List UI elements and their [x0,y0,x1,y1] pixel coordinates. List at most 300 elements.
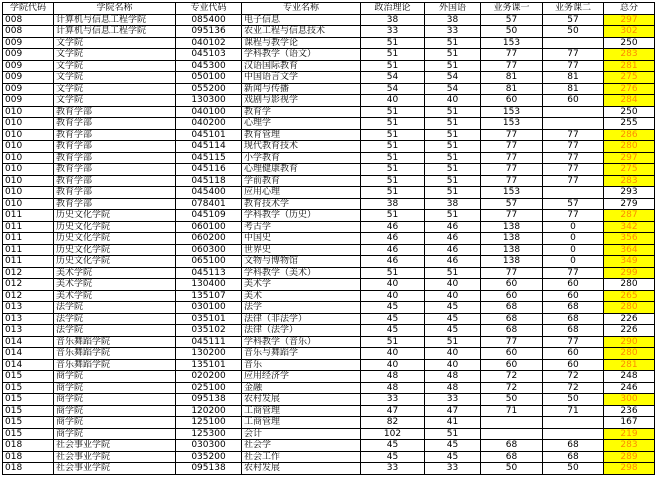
cell-subject-two: 50 [543,463,604,475]
cell-subject-two: 77 [543,60,604,72]
cell-total-score: 287 [604,210,655,222]
cell-total-score: 302 [604,26,655,38]
table-row [3,256,655,268]
cell-total-score: 297 [604,14,655,26]
cell-subject-two [543,37,604,49]
cell-subject-two: 77 [543,141,604,153]
cell-major-code: 035200 [176,451,242,463]
cell-subject-one: 68 [481,451,543,463]
cell-major-name: 学前教育 [242,175,361,187]
header-subject-two: 业务课二 [543,3,604,15]
cell-subject-two: 0 [543,221,604,233]
cell-foreign-language: 51 [425,37,481,49]
cell-politics: 51 [361,37,425,49]
cell-major-name: 农村发展 [242,463,361,475]
cell-major-name: 学科教学（美术） [242,267,361,279]
cell-major-code: 045111 [176,336,242,348]
cell-college-name: 商学院 [54,405,176,417]
cell-major-name: 电子信息 [242,14,361,26]
cell-major-name: 学科教学（音乐） [242,336,361,348]
cell-college-name: 教育学部 [54,106,176,118]
cell-subject-one: 77 [481,60,543,72]
cell-politics: 38 [361,198,425,210]
cell-total-score: 236 [604,405,655,417]
cell-subject-one: 72 [481,371,543,383]
cell-total-score: 246 [604,382,655,394]
table-row [3,141,655,153]
table-row [3,371,655,383]
cell-college-name: 社会事业学院 [54,451,176,463]
cell-politics: 51 [361,60,425,72]
cell-major-name: 工商管理 [242,405,361,417]
cell-college-name: 教育学部 [54,198,176,210]
cell-politics: 45 [361,440,425,452]
cell-major-code: 060200 [176,233,242,245]
cell-foreign-language: 33 [425,394,481,406]
cell-major-code: 095136 [176,26,242,38]
cell-foreign-language: 45 [425,302,481,314]
cell-major-name: 法学 [242,302,361,314]
cell-college-code: 018 [3,451,54,463]
cell-college-code: 015 [3,428,54,440]
table-row [3,451,655,463]
cell-politics: 45 [361,313,425,325]
cell-subject-one: 77 [481,267,543,279]
cell-college-code: 009 [3,37,54,49]
cell-college-name: 计算机与信息工程学院 [54,14,176,26]
cell-college-name: 教育学部 [54,187,176,199]
cell-college-name: 法学院 [54,325,176,337]
cell-total-score: 275 [604,72,655,84]
cell-total-score: 279 [604,198,655,210]
cell-college-code: 010 [3,187,54,199]
table-row [3,83,655,95]
cell-foreign-language: 45 [425,313,481,325]
cell-politics: 51 [361,187,425,199]
cell-foreign-language: 51 [425,106,481,118]
cell-major-name: 农村发展 [242,394,361,406]
cell-politics: 40 [361,95,425,107]
table-row [3,382,655,394]
cell-major-code: 060100 [176,221,242,233]
cell-major-name: 汉语国际教育 [242,60,361,72]
table-row [3,175,655,187]
cell-subject-one: 81 [481,83,543,95]
cell-major-name: 学科教学（历史） [242,210,361,222]
cell-politics: 54 [361,72,425,84]
cell-subject-two: 77 [543,49,604,61]
cell-subject-two [543,428,604,440]
cell-major-code: 040200 [176,118,242,130]
cell-college-name: 商学院 [54,382,176,394]
cell-college-code: 009 [3,83,54,95]
cell-total-score: 349 [604,256,655,268]
table-header-row [3,3,655,15]
cell-major-name: 音乐 [242,359,361,371]
cell-subject-one: 77 [481,336,543,348]
cell-subject-two: 72 [543,382,604,394]
cell-subject-two: 81 [543,72,604,84]
cell-subject-one: 138 [481,256,543,268]
cell-major-name: 中国史 [242,233,361,245]
cell-total-score: 226 [604,313,655,325]
table-row [3,187,655,199]
cell-major-code: 060300 [176,244,242,256]
cell-college-code: 011 [3,233,54,245]
cell-college-name: 文学院 [54,49,176,61]
cell-subject-one: 153 [481,106,543,118]
cell-total-score: 290 [604,336,655,348]
cell-foreign-language: 51 [425,210,481,222]
cell-subject-one: 72 [481,382,543,394]
cell-total-score: 356 [604,233,655,245]
cell-major-name: 会计 [242,428,361,440]
cell-subject-two: 68 [543,440,604,452]
score-table-container [2,2,655,475]
cell-politics: 51 [361,141,425,153]
cell-foreign-language: 54 [425,72,481,84]
cell-subject-one: 153 [481,187,543,199]
cell-total-score: 283 [604,175,655,187]
cell-college-code: 013 [3,325,54,337]
cell-politics: 102 [361,428,425,440]
cell-college-name: 教育学部 [54,129,176,141]
cell-college-name: 历史文化学院 [54,233,176,245]
cell-total-score: 280 [604,348,655,360]
table-body [3,14,655,474]
cell-foreign-language: 51 [425,60,481,72]
cell-major-name: 心理学 [242,118,361,130]
cell-major-code: 055200 [176,83,242,95]
cell-major-code: 035102 [176,325,242,337]
cell-college-code: 010 [3,198,54,210]
cell-major-name: 教育学 [242,106,361,118]
cell-college-name: 历史文化学院 [54,244,176,256]
cell-major-code: 025100 [176,382,242,394]
table-row [3,198,655,210]
cell-major-name: 音乐与舞蹈学 [242,348,361,360]
cell-college-name: 社会事业学院 [54,440,176,452]
cell-total-score: 293 [604,187,655,199]
cell-college-name: 美术学院 [54,267,176,279]
cell-foreign-language: 40 [425,95,481,107]
cell-college-name: 历史文化学院 [54,256,176,268]
cell-college-code: 015 [3,394,54,406]
cell-major-name: 农业工程与信息技术 [242,26,361,38]
cell-subject-two: 77 [543,210,604,222]
table-row [3,37,655,49]
cell-major-name: 应用经济学 [242,371,361,383]
cell-college-code: 010 [3,164,54,176]
cell-subject-one: 77 [481,164,543,176]
cell-subject-two: 72 [543,371,604,383]
cell-subject-two: 0 [543,256,604,268]
cell-college-code: 015 [3,417,54,429]
cell-college-code: 012 [3,279,54,291]
cell-politics: 51 [361,267,425,279]
cell-subject-one: 77 [481,152,543,164]
cell-college-code: 010 [3,152,54,164]
cell-subject-two: 68 [543,302,604,314]
header-total-score: 总分 [604,3,655,15]
cell-subject-one: 138 [481,233,543,245]
cell-subject-one: 81 [481,72,543,84]
cell-foreign-language: 33 [425,463,481,475]
cell-major-code: 040102 [176,37,242,49]
cell-foreign-language: 40 [425,359,481,371]
cell-foreign-language: 54 [425,83,481,95]
cell-college-name: 音乐舞蹈学院 [54,336,176,348]
cell-college-name: 美术学院 [54,290,176,302]
cell-subject-one: 57 [481,198,543,210]
cell-subject-one: 68 [481,302,543,314]
cell-major-code: 135101 [176,359,242,371]
cell-foreign-language: 51 [425,175,481,187]
cell-college-code: 009 [3,60,54,72]
cell-politics: 51 [361,336,425,348]
table-row [3,394,655,406]
cell-major-code: 085400 [176,14,242,26]
cell-politics: 46 [361,221,425,233]
cell-foreign-language: 41 [425,417,481,429]
cell-major-name: 教育技术学 [242,198,361,210]
cell-subject-one: 50 [481,463,543,475]
cell-total-score: 280 [604,302,655,314]
cell-major-name: 工商管理 [242,417,361,429]
cell-major-code: 045118 [176,175,242,187]
table-row [3,129,655,141]
cell-major-code: 020200 [176,371,242,383]
cell-major-name: 文物与博物馆 [242,256,361,268]
cell-college-name: 教育学部 [54,175,176,187]
header-foreign-language: 外国语 [425,3,481,15]
cell-foreign-language: 40 [425,290,481,302]
table-row [3,233,655,245]
cell-major-name: 戏剧与影视学 [242,95,361,107]
table-row [3,221,655,233]
cell-subject-one [481,428,543,440]
cell-foreign-language: 40 [425,348,481,360]
cell-subject-one: 57 [481,14,543,26]
cell-subject-two: 0 [543,244,604,256]
table-row [3,72,655,84]
cell-foreign-language: 45 [425,325,481,337]
cell-subject-two: 77 [543,267,604,279]
table-row [3,60,655,72]
table-row [3,417,655,429]
table-row [3,14,655,26]
cell-college-code: 015 [3,371,54,383]
table-row [3,325,655,337]
cell-major-name: 世界史 [242,244,361,256]
cell-politics: 40 [361,359,425,371]
cell-college-code: 014 [3,336,54,348]
table-row [3,336,655,348]
cell-politics: 82 [361,417,425,429]
cell-major-name: 法律（非法学） [242,313,361,325]
cell-subject-two: 68 [543,325,604,337]
cell-major-code: 045116 [176,164,242,176]
cell-total-score: 297 [604,152,655,164]
cell-college-code: 012 [3,290,54,302]
cell-major-code: 130400 [176,279,242,291]
cell-college-name: 社会事业学院 [54,463,176,475]
cell-total-score: 280 [604,279,655,291]
cell-foreign-language: 51 [425,49,481,61]
cell-college-code: 009 [3,72,54,84]
cell-major-code: 130300 [176,95,242,107]
cell-foreign-language: 38 [425,198,481,210]
cell-foreign-language: 51 [425,336,481,348]
header-college-name: 学院名称 [54,3,176,15]
cell-subject-two: 57 [543,14,604,26]
cell-foreign-language: 51 [425,141,481,153]
cell-major-code: 125300 [176,428,242,440]
cell-major-name: 中国语言文学 [242,72,361,84]
cell-major-code: 045101 [176,129,242,141]
cell-major-name: 金融 [242,382,361,394]
cell-major-name: 小学教育 [242,152,361,164]
cell-college-code: 015 [3,405,54,417]
cell-foreign-language: 47 [425,405,481,417]
cell-college-code: 008 [3,26,54,38]
cell-major-code: 095138 [176,394,242,406]
cell-college-name: 计算机与信息工程学院 [54,26,176,38]
cell-total-score: 284 [604,95,655,107]
table-row [3,164,655,176]
cell-politics: 46 [361,233,425,245]
header-politics: 政治理论 [361,3,425,15]
cell-college-code: 013 [3,302,54,314]
cell-total-score: 250 [604,106,655,118]
cell-foreign-language: 51 [425,267,481,279]
cell-subject-one: 60 [481,359,543,371]
cell-total-score: 219 [604,428,655,440]
cell-foreign-language: 51 [425,152,481,164]
table-row [3,313,655,325]
cell-major-code: 120200 [176,405,242,417]
cell-major-name: 现代教育技术 [242,141,361,153]
cell-total-score: 281 [604,359,655,371]
cell-major-code: 045400 [176,187,242,199]
cell-total-score: 364 [604,244,655,256]
cell-politics: 33 [361,394,425,406]
cell-college-name: 教育学部 [54,152,176,164]
cell-college-code: 015 [3,382,54,394]
cell-college-code: 009 [3,95,54,107]
cell-college-name: 文学院 [54,95,176,107]
cell-politics: 48 [361,382,425,394]
cell-college-code: 018 [3,440,54,452]
cell-subject-one: 68 [481,325,543,337]
cell-politics: 40 [361,279,425,291]
cell-college-code: 010 [3,118,54,130]
cell-politics: 54 [361,83,425,95]
cell-foreign-language: 48 [425,382,481,394]
table-row [3,290,655,302]
cell-major-code: 045113 [176,267,242,279]
cell-college-name: 文学院 [54,37,176,49]
cell-total-score: 281 [604,60,655,72]
cell-major-name: 法律（法学） [242,325,361,337]
cell-subject-two: 77 [543,336,604,348]
cell-subject-one: 60 [481,290,543,302]
cell-total-score: 265 [604,290,655,302]
table-row [3,440,655,452]
cell-subject-one: 68 [481,440,543,452]
cell-total-score: 342 [604,221,655,233]
cell-major-code: 045103 [176,49,242,61]
table-row [3,359,655,371]
cell-total-score: 276 [604,83,655,95]
cell-politics: 51 [361,210,425,222]
table-row [3,210,655,222]
table-row [3,463,655,475]
table-row [3,244,655,256]
cell-major-name: 课程与教学论 [242,37,361,49]
cell-college-code: 010 [3,141,54,153]
cell-subject-one: 77 [481,49,543,61]
cell-politics: 51 [361,106,425,118]
cell-subject-one: 153 [481,118,543,130]
cell-foreign-language: 33 [425,26,481,38]
cell-politics: 45 [361,325,425,337]
cell-major-name: 教育管理 [242,129,361,141]
cell-subject-one: 60 [481,348,543,360]
cell-politics: 51 [361,49,425,61]
cell-subject-two: 57 [543,198,604,210]
cell-foreign-language: 51 [425,428,481,440]
cell-major-code: 078401 [176,198,242,210]
cell-major-code: 065100 [176,256,242,268]
cell-college-code: 010 [3,175,54,187]
cell-subject-one: 138 [481,244,543,256]
cell-major-code: 045109 [176,210,242,222]
cell-politics: 51 [361,175,425,187]
cell-foreign-language: 46 [425,256,481,268]
cell-college-code: 014 [3,359,54,371]
cell-college-name: 商学院 [54,428,176,440]
cell-major-name: 学科教学（语文） [242,49,361,61]
cell-college-name: 文学院 [54,60,176,72]
cell-college-code: 009 [3,49,54,61]
cell-subject-two: 71 [543,405,604,417]
cell-college-code: 011 [3,221,54,233]
cell-subject-two: 68 [543,451,604,463]
cell-subject-two: 60 [543,348,604,360]
cell-major-code: 030100 [176,302,242,314]
cell-college-name: 法学院 [54,302,176,314]
cell-foreign-language: 45 [425,451,481,463]
table-row [3,302,655,314]
cell-college-name: 教育学部 [54,141,176,153]
cell-total-score: 255 [604,118,655,130]
cell-college-name: 教育学部 [54,118,176,130]
cell-college-name: 历史文化学院 [54,210,176,222]
cell-major-code: 135107 [176,290,242,302]
cell-total-score: 226 [604,325,655,337]
cell-subject-one: 50 [481,26,543,38]
cell-major-code: 045300 [176,60,242,72]
cell-foreign-language: 38 [425,14,481,26]
cell-total-score: 250 [604,37,655,49]
cell-politics: 51 [361,152,425,164]
cell-politics: 40 [361,348,425,360]
cell-foreign-language: 46 [425,244,481,256]
table-row [3,26,655,38]
cell-major-name: 社会工作 [242,451,361,463]
cell-college-name: 文学院 [54,83,176,95]
